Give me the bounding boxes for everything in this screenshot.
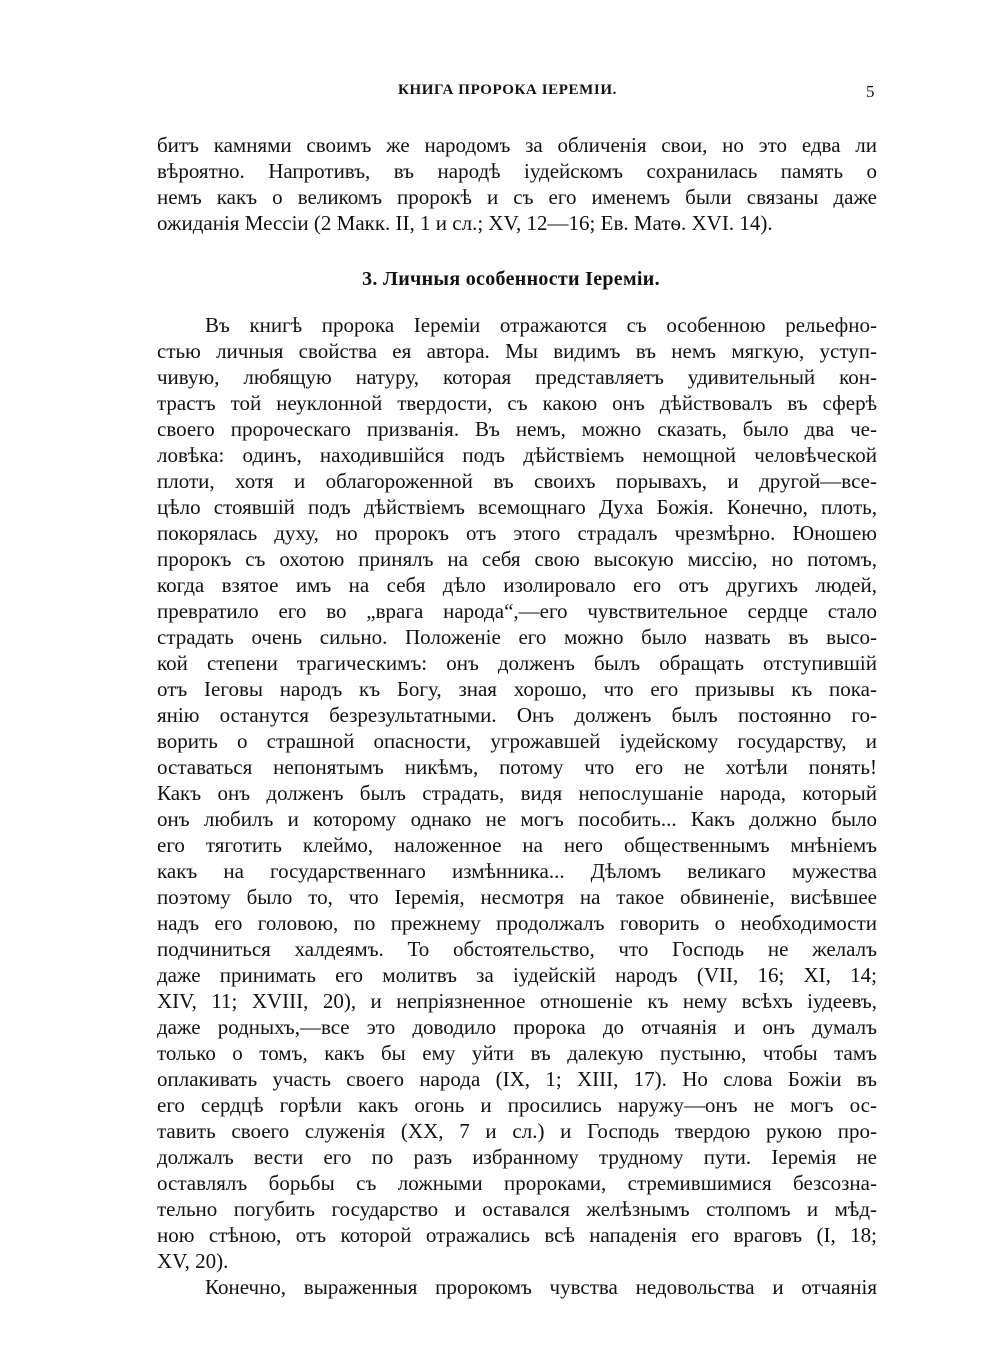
text-line: своего пророческаго призванія. Въ немъ, можно сказать, было два че- [157, 417, 877, 441]
text-line: оплакивать участь своего народа (IX, 1; XIII, 17). Но слова Божіи въ [157, 1067, 877, 1091]
text-line: даже принимать его молитвъ за іудейскій народъ (VII, 16; XI, 14; [157, 963, 877, 987]
text-line: янію останутся безрезультатными. Онъ долженъ былъ постоянно го- [157, 703, 877, 727]
closing-line: Конечно, выраженныя пророкомъ чувства недовольства и отчаянія [205, 1275, 877, 1299]
text-line: его сердцѣ горѣли какъ огонь и просились наружу—онъ не могъ ос- [157, 1093, 877, 1117]
text-line: ожиданія Мессіи (2 Макк. II, 1 и сл.; XV, 12—16; Ев. Матѳ. XVI. 14). [157, 211, 773, 235]
text-line: пророкъ съ охотою принялъ на себя свою высокую миссію, но потомъ, [157, 547, 877, 571]
running-head [0, 82, 1000, 108]
text-line: тавить своего служенія (XX, 7 и сл.) и Господь твердою рукою про- [157, 1119, 877, 1143]
text-line: XV, 20). [157, 1249, 229, 1273]
text-line: цѣло стоявшій подъ дѣйствіемъ всемощнаго Духа Божія. Конечно, плоть, [157, 495, 877, 519]
text-line: отъ Іеговы народъ къ Богу, зная хорошо, что его призывы къ пока- [157, 677, 877, 701]
text-line: превратило его во „врага народа“,—его чувствительное сердце стало [157, 599, 877, 623]
text-line: чивую, любящую натуру, которая представляетъ удивительный кон- [157, 365, 877, 389]
text-line: XIV, 11; XVIII, 20), и непріязненное отношеніе къ нему всѣхъ іудеевъ, [157, 989, 877, 1013]
section-heading-text: 3. Личныя особенности Іереміи. [362, 268, 660, 290]
page-number: 5 [866, 82, 875, 101]
text-line: плоти, хотя и облагороженной въ своихъ порывахъ, и другой—все- [157, 469, 877, 493]
text-line: ловѣка: одинъ, находившійся подъ дѣйствіемъ немощной человѣческой [157, 443, 877, 467]
text-line: надъ его головою, по прежнему продолжалъ говорить о необходимости [157, 911, 877, 935]
text-line: кой степени трагическимъ: онъ долженъ былъ обращать отступившій [157, 651, 877, 675]
text-line: немъ какъ о великомъ пророкѣ и съ его именемъ были связаны даже [157, 185, 877, 209]
text-line: Въ книгѣ пророка Іереміи отражаются съ особенною рельефно- [205, 313, 877, 337]
text-line: Какъ онъ долженъ былъ страдать, видя непослушаніе народа, который [157, 781, 877, 805]
text-line: вѣроятно. Напротивъ, въ народѣ іудейскомъ сохранилась память о [157, 159, 877, 183]
text-line: оставаться непонятымъ никѣмъ, потому что его не хотѣли понять! [157, 755, 877, 779]
text-line: должалъ вести его по разъ избранному трудному пути. Іеремія не [157, 1145, 877, 1169]
text-line: подчиниться халдеямъ. То обстоятельство, что Господь не желалъ [157, 937, 877, 961]
text-line: онъ любилъ и которому однако не могъ пособить... Какъ должно было [157, 807, 877, 831]
text-line: ворить о страшной опасности, угрожавшей іудейскому государству, и [157, 729, 877, 753]
section-heading [0, 268, 1000, 291]
text-line: какъ на государственнаго измѣнника... Дѣломъ великаго мужества [157, 859, 877, 883]
text-line: только о томъ, какъ бы ему уйти въ далекую пустыню, чтобы тамъ [157, 1041, 877, 1065]
text-line: страдать очень сильно. Положеніе его можно было назвать въ высо- [157, 625, 877, 649]
text-line: поэтому было то, что Іеремія, несмотря на такое обвиненіе, висѣвшее [157, 885, 877, 909]
text-line: когда взятое имъ на себя дѣло изолировало его отъ другихъ людей, [157, 573, 877, 597]
text-line: стью личныя свойства ея автора. Мы видимъ въ немъ мягкую, уступ- [157, 339, 877, 363]
text-line: даже родныхъ,—все это доводило пророка до отчаянія и онъ думалъ [157, 1015, 877, 1039]
running-title: КНИГА ПРОРОКА ІЕРЕМІИ. [398, 82, 617, 98]
text-line: битъ камнями своимъ же народомъ за обличенія свои, но это едва ли [157, 133, 877, 157]
text-line: ною стѣною, отъ которой отражались всѣ нападенія его враговъ (I, 18; [157, 1223, 877, 1247]
text-line: оставлялъ борьбы съ ложными пророками, стремившимися безсозна- [157, 1171, 877, 1195]
text-line: тельно погубить государство и оставался желѣзнымъ столпомъ и мѣд- [157, 1197, 877, 1221]
text-line: покорялась духу, но пророкъ отъ этого страдалъ чрезмѣрно. Юношею [157, 521, 877, 545]
text-line: трастъ той неуклонной твердости, съ какою онъ дѣйствовалъ въ сферѣ [157, 391, 877, 415]
text-line: его тяготить клеймо, наложенное на него общественнымъ мнѣніемъ [157, 833, 877, 857]
